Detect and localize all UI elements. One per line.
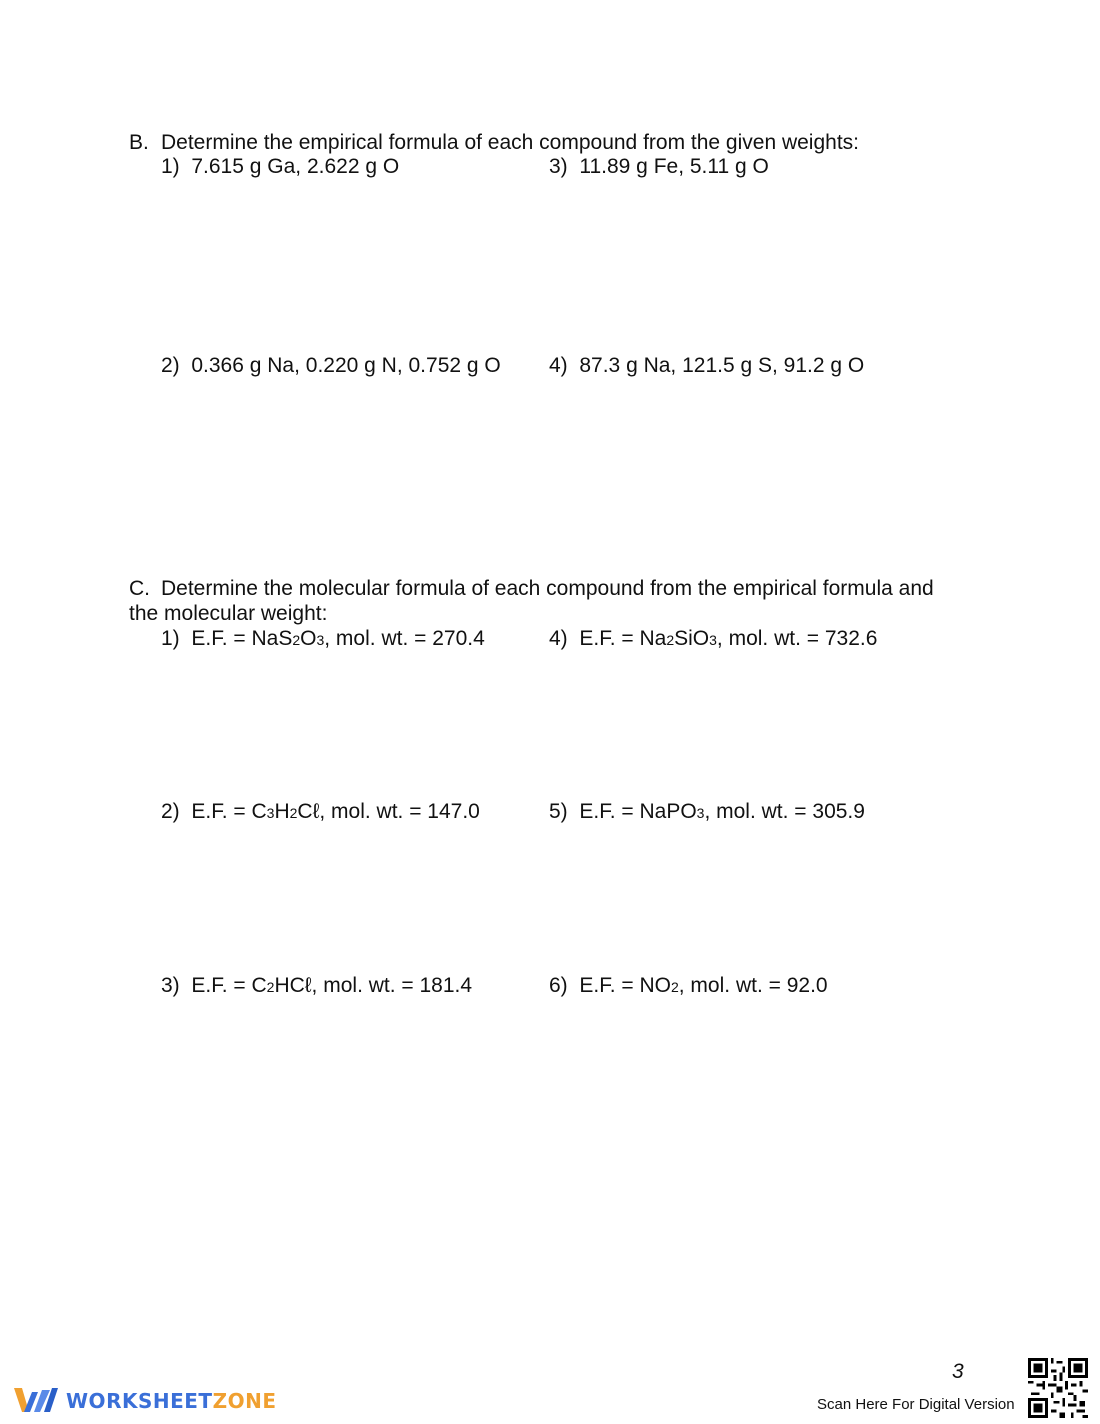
problem-c1 xyxy=(161,627,485,652)
problem-number: 6) xyxy=(549,974,568,997)
problem-number: 2) xyxy=(161,800,180,823)
problem-number: 4) xyxy=(549,627,568,650)
logo-mark-icon xyxy=(14,1386,58,1416)
worksheetzone-logo[interactable] xyxy=(14,1384,276,1418)
section-c-instruction-line2: the molecular weight: xyxy=(129,602,328,625)
formula-mid: SiO xyxy=(674,627,710,650)
page-number: 3 xyxy=(952,1360,964,1383)
problem-c6 xyxy=(549,974,828,999)
formula-post: , mol. wt. = 270.4 xyxy=(324,627,485,650)
section-b-instruction: Determine the empirical formula of each compound from the given weights: xyxy=(161,131,860,154)
formula-subscript: 2 xyxy=(670,979,679,995)
formula-subscript: 2 xyxy=(289,805,298,821)
problem-number: 3) xyxy=(549,155,568,178)
formula-post: Cℓ, mol. wt. = 147.0 xyxy=(297,800,480,823)
formula-post: , mol. wt. = 732.6 xyxy=(716,627,878,650)
section-b-letter: B. xyxy=(129,131,149,154)
formula-pre: E.F. = C xyxy=(191,800,267,823)
problem-number: 2) xyxy=(161,354,180,377)
scan-caption: Scan Here For Digital Version xyxy=(817,1396,1015,1413)
formula-subscript: 3 xyxy=(709,632,717,648)
formula-pre: E.F. = NO xyxy=(579,974,671,997)
problem-b1 xyxy=(161,155,399,179)
problem-c2 xyxy=(161,800,480,825)
formula-pre: E.F. = C xyxy=(191,974,267,997)
section-c-letter: C. xyxy=(129,577,150,600)
formula-subscript: 2 xyxy=(266,979,275,995)
problem-c4 xyxy=(549,627,877,652)
problem-b2 xyxy=(161,354,501,378)
formula-subscript: 2 xyxy=(666,632,675,648)
logo-text xyxy=(66,1389,276,1413)
problem-number: 3) xyxy=(161,974,180,997)
problem-b4 xyxy=(549,354,864,378)
formula-subscript: 3 xyxy=(316,632,325,648)
logo-text-zone: ZONE xyxy=(212,1389,277,1413)
formula-pre: E.F. = NaPO xyxy=(579,800,697,823)
problem-number: 1) xyxy=(161,155,180,178)
problem-c3 xyxy=(161,974,472,999)
formula-pre: E.F. = Na xyxy=(579,627,667,650)
formula-subscript: 3 xyxy=(266,805,275,821)
section-b-heading xyxy=(129,131,859,155)
formula-subscript: 3 xyxy=(696,805,705,821)
formula-post: , mol. wt. = 305.9 xyxy=(704,800,865,823)
problem-text: 0.366 g Na, 0.220 g N, 0.752 g O xyxy=(191,354,501,377)
problem-text: 87.3 g Na, 121.5 g S, 91.2 g O xyxy=(579,354,865,377)
problem-text: 11.89 g Fe, 5.11 g O xyxy=(579,155,769,178)
problem-number: 4) xyxy=(549,354,568,377)
problem-b3 xyxy=(549,155,769,179)
problem-number: 1) xyxy=(161,627,180,650)
formula-mid: H xyxy=(274,800,290,823)
formula-post: HCℓ, mol. wt. = 181.4 xyxy=(274,974,473,997)
qr-code-icon[interactable] xyxy=(1028,1358,1088,1418)
formula-pre: E.F. = NaS xyxy=(191,627,293,650)
formula-subscript: 2 xyxy=(292,632,301,648)
problem-number: 5) xyxy=(549,800,568,823)
formula-mid: O xyxy=(300,627,317,650)
formula-post: , mol. wt. = 92.0 xyxy=(678,974,828,997)
problem-text: 7.615 g Ga, 2.622 g O xyxy=(191,155,400,178)
logo-text-worksheet: WORKSHEET xyxy=(66,1389,213,1413)
section-c-heading xyxy=(129,577,934,601)
section-c-instruction-line1: Determine the molecular formula of each compound from the empirical formula and xyxy=(161,577,934,600)
problem-c5 xyxy=(549,800,865,825)
